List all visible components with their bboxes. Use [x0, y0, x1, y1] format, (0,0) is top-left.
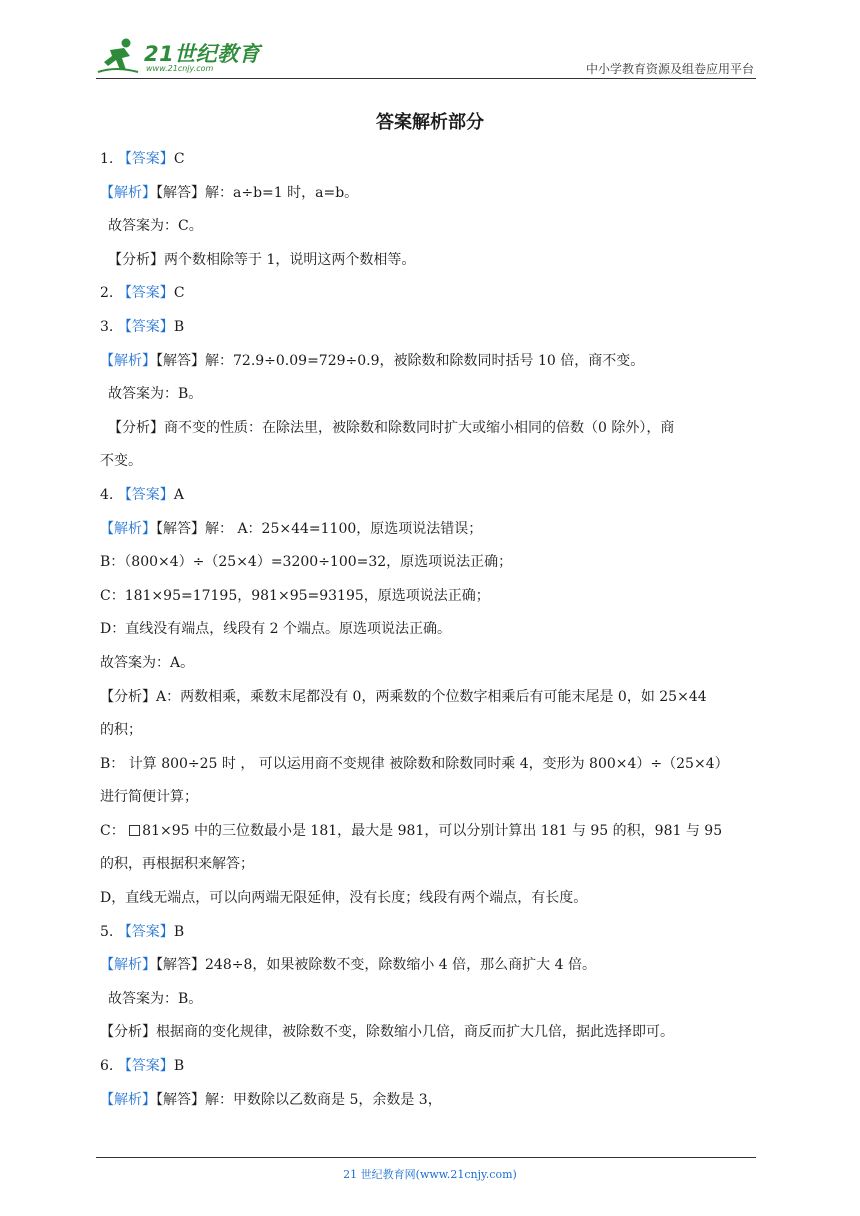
answer-line: [100, 887, 760, 921]
answer-line: [100, 551, 760, 585]
section-tag: 【答案】: [117, 318, 174, 335]
answer-line: [100, 954, 760, 988]
line-text: C：: [100, 822, 130, 839]
line-text: B： 计算 800÷25 时 ， 可以运用商不变规律 被除数和除数同时乘 4，变形为 800×4）÷（25×4）: [100, 755, 729, 772]
line-text: 故答案为：A。: [100, 654, 195, 671]
section-tag: 【答案】: [117, 486, 174, 503]
line-text: B：（800×4）÷（25×4）=3200÷100=32，原选项说法正确；: [100, 554, 513, 571]
line-text: 【分析】两个数相除等于 1，说明这两个数相等。: [108, 251, 416, 268]
answer-line: [100, 820, 760, 854]
answer-line: [100, 618, 760, 652]
answer-content: [100, 148, 760, 1122]
section-tag: 【解析】: [100, 352, 156, 369]
line-text: 【解答】248÷8，如果被除数不变，除数缩小 4 倍，那么商扩大 4 倍。: [156, 957, 596, 974]
line-text: D：直线没有端点，线段有 2 个端点。原选项说法正确。: [100, 621, 452, 638]
line-text: C：181×95=17195，981×95=93195，原选项说法正确；: [100, 587, 490, 604]
line-text: 81×95 中的三位数最小是 181，最大是 981，可以分别计算出 181 与 95 的积，981 与 95: [142, 822, 723, 839]
answer-line: [100, 988, 760, 1022]
section-tag: 【解析】: [100, 1091, 156, 1108]
answer-line: [100, 282, 760, 316]
footer-rule: [96, 1157, 756, 1158]
line-text: 故答案为：C。: [108, 218, 203, 235]
line-text: 【分析】A：两数相乘，乘数末尾都没有 0，两乘数的个位数字相乘后有可能末尾是 0，如 25×44: [100, 688, 707, 705]
answer-line: [100, 215, 760, 249]
answer-line: [100, 921, 760, 955]
question-number: 5.: [100, 923, 118, 940]
answer-line: [100, 853, 760, 887]
answer-line: [100, 719, 760, 753]
line-text: 不变。: [100, 453, 142, 470]
question-number: 2.: [100, 285, 118, 302]
answer-line: [100, 182, 760, 216]
runner-logo-icon: [96, 36, 140, 76]
answer-line: [100, 1021, 760, 1055]
line-text: 【分析】商不变的性质：在除法里，被除数和除数同时扩大或缩小相同的倍数（0 除外），商: [108, 419, 675, 436]
answer-line: [100, 350, 760, 384]
answer-line: [100, 249, 760, 283]
answer-line: [100, 417, 760, 451]
line-text: 故答案为：B。: [108, 386, 203, 403]
page-title: 答案解析部分: [376, 112, 484, 133]
line-text: 【解答】解：a÷b=1 时，a=b。: [156, 184, 359, 201]
line-text: 【解答】解： A：25×44=1100，原选项说法错误；: [156, 520, 483, 537]
section-tag: 【答案】: [117, 1058, 174, 1075]
line-text: 的积，再根据积来解答；: [100, 856, 254, 873]
answer-line: [100, 1089, 760, 1123]
answer-line: [100, 148, 760, 182]
answer-line: [100, 1055, 760, 1089]
line-text: 【解答】解：72.9÷0.09=729÷0.9，被除数和除数同时括号 10 倍，商不变。: [156, 352, 645, 369]
logo-url: www.21cnjy.com: [146, 64, 214, 73]
line-text: 故答案为：B。: [108, 990, 203, 1007]
answer-line: [100, 383, 760, 417]
blank-box-icon: [129, 825, 140, 836]
question-number: 1.: [100, 151, 118, 167]
line-text: C: [173, 151, 185, 167]
question-number: 6.: [100, 1058, 118, 1075]
line-text: 【分析】根据商的变化规律，被除数不变，除数缩小几倍，商反而扩大几倍，据此选择即可。: [100, 1024, 674, 1041]
section-tag: 【答案】: [117, 923, 174, 940]
section-tag: 【答案】: [117, 285, 174, 302]
line-text: B: [173, 318, 185, 335]
answer-line: [100, 686, 760, 720]
line-text: 【解答】解：甲数除以乙数商是 5，余数是 3，: [156, 1091, 442, 1108]
footer-text: 21 世纪教育网(www.21cnjy.com): [343, 1168, 517, 1181]
answer-line: [100, 585, 760, 619]
site-logo: [96, 36, 266, 76]
logo-text: 21世纪教育: [144, 42, 261, 66]
line-text: A: [173, 486, 184, 503]
platform-name: 中小学教育资源及组卷应用平台: [585, 62, 754, 76]
line-text: D，直线无端点，可以向两端无限延伸，没有长度；线段有两个端点，有长度。: [100, 890, 588, 907]
answer-line: [100, 786, 760, 820]
line-text: B: [173, 1058, 185, 1075]
section-tag: 【解析】: [100, 184, 156, 201]
line-text: C: [173, 285, 185, 302]
line-text: 的积；: [100, 722, 142, 739]
line-text: 进行简便计算；: [100, 789, 198, 806]
answer-line: [100, 316, 760, 350]
answer-line: [100, 753, 760, 787]
section-tag: 【答案】: [117, 151, 174, 167]
question-number: 3.: [100, 318, 118, 335]
line-text: B: [173, 923, 185, 940]
answer-line: [100, 652, 760, 686]
answer-line: [100, 484, 760, 518]
answer-line: [100, 518, 760, 552]
answer-line: [100, 450, 760, 484]
question-number: 4.: [100, 486, 118, 503]
page-header: [96, 36, 756, 79]
section-tag: 【解析】: [100, 957, 156, 974]
section-tag: 【解析】: [100, 520, 156, 537]
